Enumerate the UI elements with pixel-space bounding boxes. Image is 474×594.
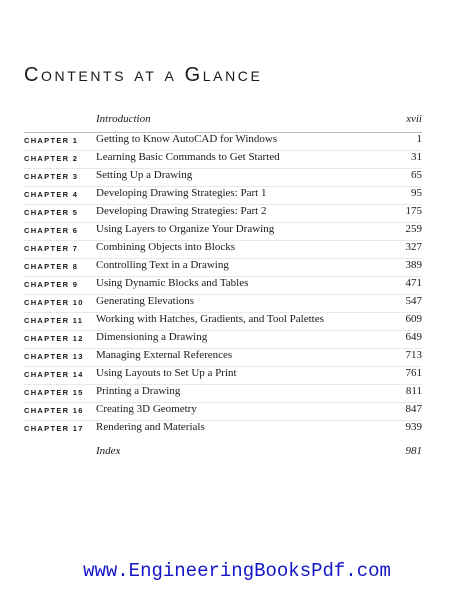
chapter-title: Developing Drawing Strategies: Part 2 xyxy=(96,205,267,217)
chapter-page: 95 xyxy=(411,187,422,199)
chapter-page: 471 xyxy=(405,277,422,289)
chapter-title: Developing Drawing Strategies: Part 1 xyxy=(96,187,267,199)
chapter-label: CHAPTER 11 xyxy=(24,316,84,325)
toc-chapter-row[interactable] xyxy=(0,169,474,187)
toc-chapter-row[interactable] xyxy=(0,133,474,151)
entry-page: xvii xyxy=(406,113,422,125)
chapter-label: CHAPTER 10 xyxy=(24,298,84,307)
toc-entry-index[interactable] xyxy=(96,445,422,459)
toc-chapter-row[interactable] xyxy=(0,187,474,205)
chapter-title: Getting to Know AutoCAD for Windows xyxy=(96,133,278,145)
chapter-label: CHAPTER 6 xyxy=(24,226,79,235)
toc-chapter-row[interactable] xyxy=(0,313,474,331)
chapter-title: Creating 3D Geometry xyxy=(96,403,197,415)
chapter-label: CHAPTER 3 xyxy=(24,172,79,181)
watermark-url: www.EngineeringBooksPdf.com xyxy=(83,560,391,582)
entry-title: Index xyxy=(96,445,121,457)
chapter-label: CHAPTER 5 xyxy=(24,208,79,217)
chapter-title: Rendering and Materials xyxy=(96,421,205,433)
chapter-title: Combining Objects into Blocks xyxy=(96,241,236,253)
chapter-title: Using Dynamic Blocks and Tables xyxy=(96,277,249,289)
chapter-label: CHAPTER 13 xyxy=(24,352,84,361)
chapter-label: CHAPTER 8 xyxy=(24,262,79,271)
chapter-page: 259 xyxy=(405,223,422,235)
toc-chapter-row[interactable] xyxy=(0,223,474,241)
toc-chapter-row[interactable] xyxy=(0,349,474,367)
chapter-page: 31 xyxy=(411,151,422,163)
chapter-label: CHAPTER 16 xyxy=(24,406,84,415)
toc-chapter-row[interactable] xyxy=(0,241,474,259)
chapter-label: CHAPTER 1 xyxy=(24,136,79,145)
toc-chapter-row[interactable] xyxy=(0,295,474,313)
toc-chapter-row[interactable] xyxy=(0,421,474,439)
chapter-label: CHAPTER 7 xyxy=(24,244,79,253)
chapter-label: CHAPTER 4 xyxy=(24,190,79,199)
toc-chapter-row[interactable] xyxy=(0,331,474,349)
chapter-page: 65 xyxy=(411,169,422,181)
chapter-page: 847 xyxy=(405,403,422,415)
toc-chapter-row[interactable] xyxy=(0,403,474,421)
chapter-title: Setting Up a Drawing xyxy=(96,169,193,181)
toc-chapter-row[interactable] xyxy=(0,259,474,277)
chapter-label: CHAPTER 2 xyxy=(24,154,79,163)
chapter-title: Dimensioning a Drawing xyxy=(96,331,208,343)
chapter-title: Using Layers to Organize Your Drawing xyxy=(96,223,275,235)
page-title: Contents at a Glance xyxy=(24,64,263,86)
chapter-page: 1 xyxy=(416,133,422,145)
chapter-title: Learning Basic Commands to Get Started xyxy=(96,151,280,163)
chapter-title: Working with Hatches, Gradients, and Tool Palettes xyxy=(96,313,324,325)
toc-chapter-row[interactable] xyxy=(0,205,474,223)
entry-title: Introduction xyxy=(96,113,151,125)
toc-chapter-row[interactable] xyxy=(0,385,474,403)
chapter-title: Managing External References xyxy=(96,349,233,361)
chapter-page: 761 xyxy=(405,367,422,379)
chapter-page: 547 xyxy=(405,295,422,307)
chapter-page: 649 xyxy=(405,331,422,343)
chapter-page: 939 xyxy=(405,421,422,433)
toc-chapter-row[interactable] xyxy=(0,367,474,385)
toc-entry-introduction[interactable] xyxy=(96,113,422,127)
chapter-label: CHAPTER 15 xyxy=(24,388,84,397)
chapter-label: CHAPTER 12 xyxy=(24,334,84,343)
toc-chapter-row[interactable] xyxy=(0,277,474,295)
chapter-title: Generating Elevations xyxy=(96,295,195,307)
chapter-page: 811 xyxy=(405,385,422,397)
chapter-label: CHAPTER 14 xyxy=(24,370,84,379)
chapter-page: 327 xyxy=(405,241,422,253)
chapter-page: 609 xyxy=(405,313,422,325)
toc-chapter-row[interactable] xyxy=(0,151,474,169)
chapter-page: 389 xyxy=(405,259,422,271)
chapter-label: CHAPTER 17 xyxy=(24,424,84,433)
chapter-page: 175 xyxy=(405,205,422,217)
chapter-title: Using Layouts to Set Up a Print xyxy=(96,367,237,379)
chapter-title: Controlling Text in a Drawing xyxy=(96,259,229,271)
entry-page: 981 xyxy=(405,445,422,457)
chapter-label: CHAPTER 9 xyxy=(24,280,79,289)
chapter-title: Printing a Drawing xyxy=(96,385,181,397)
chapter-page: 713 xyxy=(405,349,422,361)
